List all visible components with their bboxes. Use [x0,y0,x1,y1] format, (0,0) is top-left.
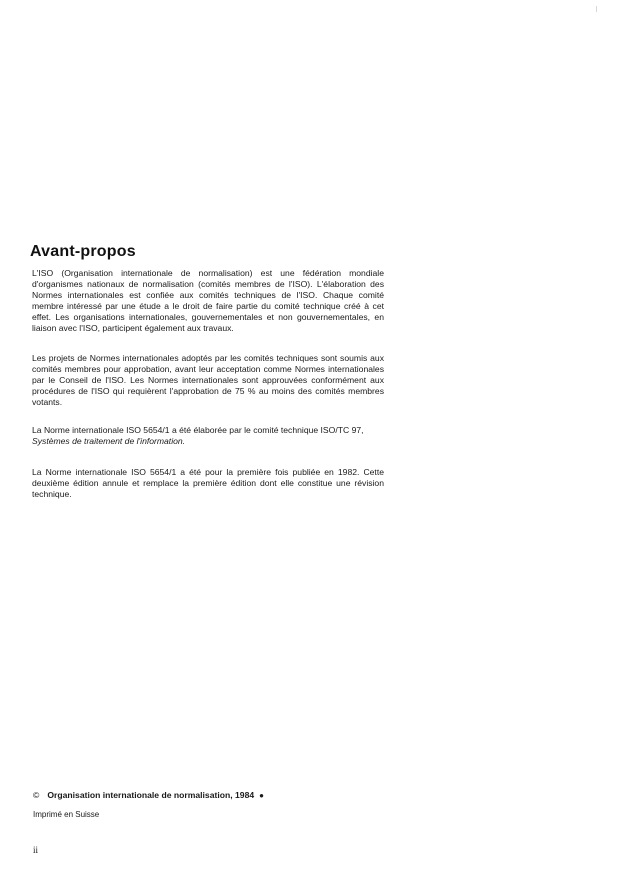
copyright-line [33,790,264,800]
printed-in: Imprimé en Suisse [33,810,100,819]
page-title: Avant-propos [30,243,136,260]
page-number: ii [33,845,39,855]
foreword-body [32,268,384,519]
scan-mark [596,6,597,12]
paragraph-iso-description: L'ISO (Organisation internationale de normalisation) est une fédération mondiale d'organismes nationaux de normalisation (comités membres de l'ISO). L'élaboration des Normes internationales est confiée aux comités techniques de l'ISO. Chaque comité membre intéressé par une étude a le droit de faire partie du comité technique créé à cet effet. Les organisations internationales, gouvernementales et non gouvernementales, en liaison avec l'ISO, participent également aux travaux. [32,268,384,334]
copyright-icon: © [33,790,40,800]
paragraph-draft-approval: Les projets de Normes internationales adoptés par les comités techniques sont soumis aux comités membres pour approbation, avant leur acceptation comme Normes internationales par le Conseil de l'ISO. Les Normes internationales sont approuvées conformément aux procédures de l'ISO qui requièrent l'approbation de 75 % au moins des comités membres votants. [32,352,384,407]
bullet-icon: ● [259,791,264,800]
paragraph-edition-history: La Norme internationale ISO 5654/1 a été pour la première fois publiée en 1982. Cette deuxième édition annule et remplace la première édition dont elle constitue une révision technique. [32,467,384,500]
copyright-text: Organisation internationale de normalisation, 1984 [47,790,255,800]
prepared-by-text: La Norme internationale ISO 5654/1 a été élaborée par le comité technique ISO/TC 97, [32,425,364,436]
committee-title: Systèmes de traitement de l'information. [32,436,186,447]
paragraph-prepared-by [32,425,384,447]
